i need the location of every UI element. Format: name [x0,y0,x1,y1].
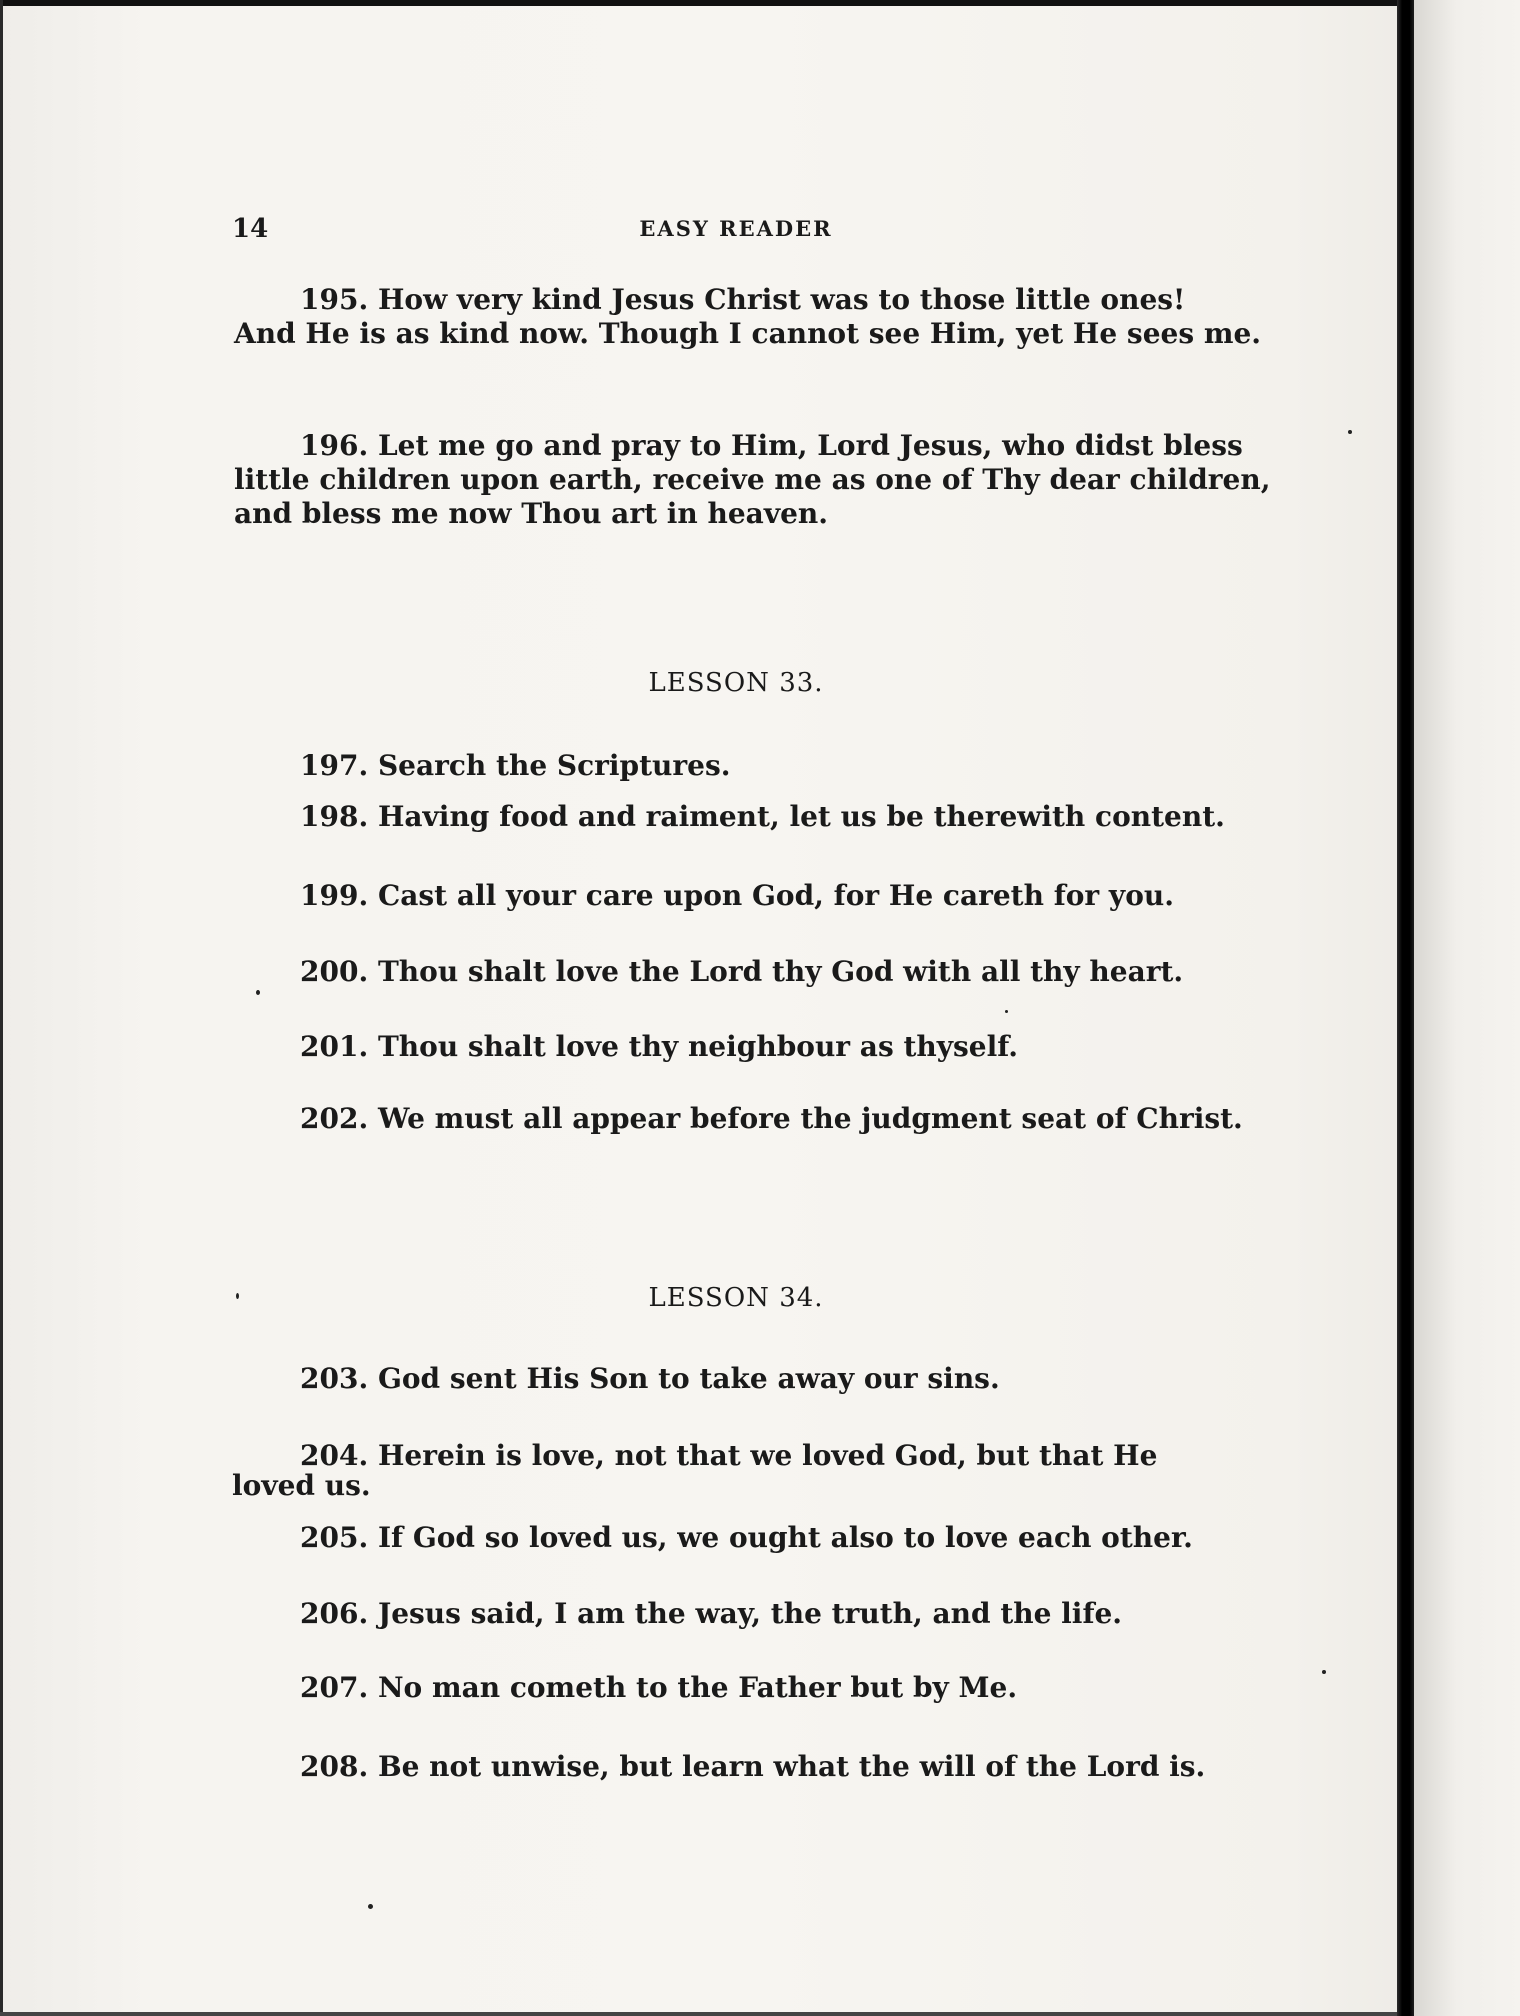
verse-line: 201. Thou shalt love thy neighbour as thyself. [300,1030,1019,1063]
scan-speck [368,1904,373,1909]
paragraph-line: and bless me now Thou art in heaven. [234,497,829,530]
paragraph-line: 196. Let me go and pray to Him, Lord Jesus, who didst bless [300,429,1243,462]
scan-speck [256,990,260,995]
scan-speck [1005,1010,1008,1013]
verse-line: 199. Cast all your care upon God, for He careth for you. [300,879,1174,912]
scan-bottom-edge [0,2012,1400,2016]
verse-line: 202. We must all appear before the judgment seat of Christ. [300,1102,1243,1135]
page-number: 14 [232,214,269,244]
binding-gutter [1397,0,1414,2016]
facing-page-edge [1414,0,1520,2016]
paragraph-line: And He is as kind now. Though I cannot see Him, yet He sees me. [234,317,1262,350]
running-head [232,214,1240,250]
verse-line: loved us. [232,1469,371,1502]
scan-speck [236,1293,239,1299]
verse-line: 198. Having food and raiment, let us be therewith content. [300,800,1225,833]
verse-line: 205. If God so loved us, we ought also to love each other. [300,1521,1193,1554]
lesson-heading: LESSON 34. [648,1283,824,1313]
verse-line: 207. No man cometh to the Father but by Me. [300,1671,1018,1704]
verse-line: 197. Search the Scriptures. [300,749,731,782]
scan-top-edge [0,0,1400,6]
scan-left-edge [0,0,3,2016]
verse-line: 203. God sent His Son to take away our sins. [300,1362,1000,1395]
scan-speck [1348,430,1352,434]
paragraph-line: 195. How very kind Jesus Christ was to those little ones! [300,283,1186,316]
verse-line: 204. Herein is love, not that we loved God, but that He [300,1439,1158,1472]
running-head-title: EASY READER [639,216,833,241]
paragraph-line: little children upon earth, receive me as one of Thy dear children, [234,463,1271,496]
verse-line: 206. Jesus said, I am the way, the truth, and the life. [300,1597,1123,1630]
verse-line: 200. Thou shalt love the Lord thy God with all thy heart. [300,955,1184,988]
scan-speck [1322,1670,1326,1674]
verse-line: 208. Be not unwise, but learn what the will of the Lord is. [300,1750,1206,1783]
lesson-heading: LESSON 33. [648,668,824,698]
